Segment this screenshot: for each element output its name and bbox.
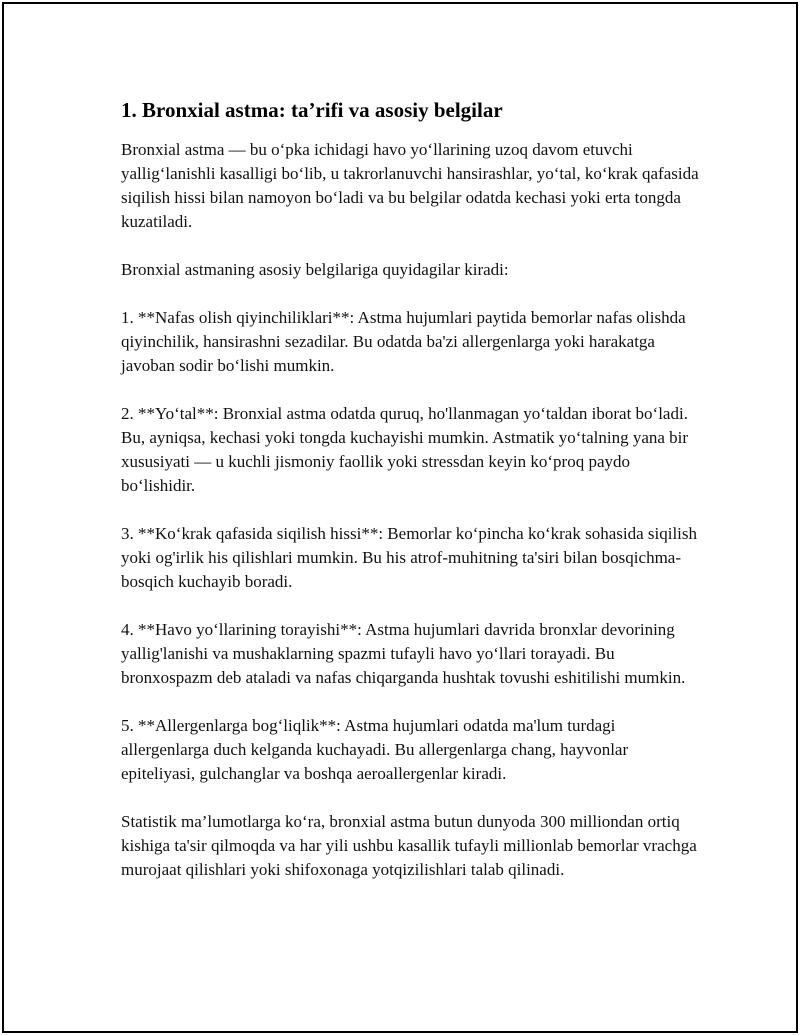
- symptom-item-breathing: 1. **Nafas olish qiyinchiliklari**: Astma hujumlari paytida bemorlar nafas olishda qiyinchilik, hansirashni sezadilar. Bu odatda ba'zi allergenlarga yoki harakatga javoban sodir bo‘lishi mumkin.: [121, 308, 686, 375]
- symptom-item-cough: 2. **Yo‘tal**: Bronxial astma odatda quruq, ho'llanmagan yo‘taldan iborat bo‘ladi. Bu, ayniqsa, kechasi yoki tongda kuchayishi mumkin. Astmatik yo‘talning yana bir xususiyati — u kuchli jismoniy faollik yoki stressdan keyin ko‘proq paydo bo‘lishidir.: [121, 404, 689, 495]
- document-title: 1. Bronxial astma: ta’rifi va asosiy belgilar: [121, 98, 503, 122]
- page-frame: [2, 2, 798, 1033]
- symptom-item-allergens: 5. **Allergenlarga bog‘liqlik**: Astma hujumlari odatda ma'lum turdagi allergenlarga duch kelganda kuchayadi. Bu allergenlarga chang, hayvonlar epiteliyasi, gulchanglar va boshqa aeroallergenlar kiradi.: [121, 716, 629, 783]
- symptom-item-chest-tightness: 3. **Ko‘krak qafasida siqilish hissi**: Bemorlar ko‘pincha ko‘krak sohasida siqilish yoki og'irlik his qilishlari mumkin. Bu his atrof-muhitning ta'siri bilan bosqichma-bosqich kuchayib boradi.: [121, 524, 698, 591]
- document-body: [121, 96, 701, 906]
- symptom-item-airway-narrowing: 4. **Havo yo‘llarining torayishi**: Astma hujumlari davrida bronxlar devorining yallig'lanishi va mushaklarning spazmi tufayli havo yo‘llari torayadi. Bu bronxospazm deb ataladi va nafas chiqarganda hushtak tovushi eshitilishi mumkin.: [121, 620, 686, 687]
- statistics-paragraph: Statistik ma’lumotlarga ko‘ra, bronxial astma butun dunyoda 300 milliondan ortiq kishiga ta'sir qilmoqda va har yili ushbu kasallik tufayli millionlab bemorlar vrachga murojaat qilishlari yoki shifoxonaga yotqizilishlari talab qilinadi.: [121, 812, 697, 879]
- symptoms-intro: Bronxial astmaning asosiy belgilariga quyidagilar kiradi:: [121, 260, 509, 279]
- intro-paragraph: Bronxial astma — bu o‘pka ichidagi havo yo‘llarining uzoq davom etuvchi yallig‘lanishli kasalligi bo‘lib, u takrorlanuvchi hansirashlar, yo‘tal, ko‘krak qafasida siqilish hissi bilan namoyon bo‘ladi va bu belgilar odatda kechasi yoki erta tongda kuzatiladi.: [121, 140, 699, 231]
